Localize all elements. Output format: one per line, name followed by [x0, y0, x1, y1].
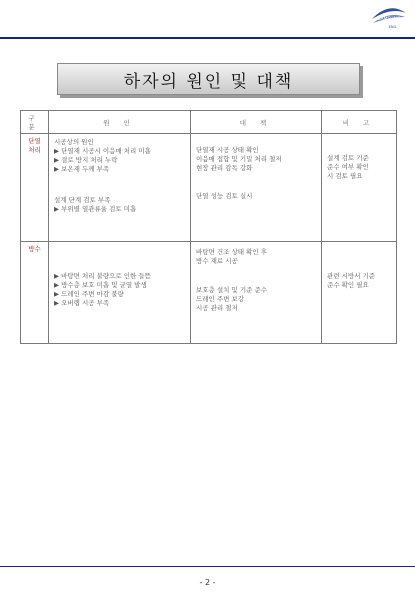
remark-block: [327, 154, 391, 181]
cause-line: ▶ 바탕면 처리 불량으로 인한 들뜸: [54, 272, 151, 280]
table-header-row: [21, 111, 397, 134]
measure-line: 바탕면 건조 상태 확인 후: [196, 248, 268, 256]
measure-line: 이음매 접합 및 기밀 처리 철저: [196, 155, 282, 163]
cause-line: ▶ 결로 방지 처리 누락: [54, 156, 118, 164]
cause-line: ▶ 부위별 열관류율 검토 미흡: [54, 205, 137, 213]
header-measure: 대 책: [191, 111, 322, 134]
cause-line: ▶ 드레인 주변 마감 불량: [54, 290, 124, 298]
measure-line: 단열재 시공 상태 확인: [196, 146, 259, 154]
remark-line: 관련 시방서 기준: [327, 272, 376, 280]
measure-line: 보호층 설치 및 기준 준수: [196, 286, 268, 294]
table-row: [21, 242, 397, 344]
remark-line: 설계 검토 기준: [327, 154, 369, 162]
cause-line: 시공상의 원인: [54, 138, 94, 146]
cause-line: ▶ 오버랩 시공 부족: [54, 299, 110, 307]
measure-block: [196, 146, 316, 173]
page-number: - 2 -: [199, 578, 216, 587]
measure-line: 시공 관리 철저: [196, 304, 238, 312]
header-cause: 원 인: [49, 111, 191, 134]
cause-block: [54, 272, 185, 308]
cause-block: [54, 138, 185, 174]
footer-rule: [0, 566, 415, 567]
measure-block: [196, 248, 316, 266]
cause-line: ▶ 단열재 시공시 이음매 처리 미흡: [54, 147, 151, 155]
remark-line: 시 검토 필요: [327, 172, 363, 180]
logo-text: SAMSUNG: [377, 17, 401, 22]
measure-cell: [191, 242, 322, 344]
page-title: 하자의 원인 및 대책: [123, 71, 294, 92]
remark-line: 준수 확인 필요: [327, 281, 369, 289]
remark-cell: [322, 242, 397, 344]
table-row: [21, 134, 397, 242]
row-category: [21, 134, 49, 242]
measure-line: 방수 재료 시공: [196, 257, 238, 265]
measure-block: [196, 286, 316, 313]
cause-cell: [49, 242, 191, 344]
title-box: [57, 63, 360, 95]
header-category: 구 분: [21, 111, 49, 134]
cause-line: 설계 단계 검토 부족: [54, 196, 111, 204]
remark-cell: [322, 134, 397, 242]
row-category: [21, 242, 49, 344]
cause-cell: [49, 134, 191, 242]
measure-line: 단열 성능 검토 실시: [196, 192, 253, 200]
header-rule: [0, 37, 415, 39]
cause-block: [54, 196, 185, 214]
cause-measure-table: [20, 110, 397, 344]
header-remark: 비 고: [322, 111, 397, 134]
measure-cell: [191, 134, 322, 242]
category-line: 단열: [28, 137, 41, 145]
remark-line: 준수 여부 확인: [327, 163, 369, 171]
logo-subtext: ENG.: [388, 25, 398, 29]
measure-line: 현장 관리 감독 강화: [196, 164, 253, 172]
logo-emblem-icon: [369, 3, 409, 31]
cause-line: ▶ 보온재 두께 부족: [54, 165, 110, 173]
measure-line: 드레인 주변 보강: [196, 295, 245, 303]
category-line: 처리: [28, 146, 41, 154]
company-logo: [369, 3, 409, 31]
remark-block: [327, 272, 391, 290]
cause-line: ▶ 방수층 보호 미흡 및 균열 발생: [54, 281, 147, 289]
category-line: 방수: [28, 245, 41, 253]
measure-block: [196, 192, 316, 201]
